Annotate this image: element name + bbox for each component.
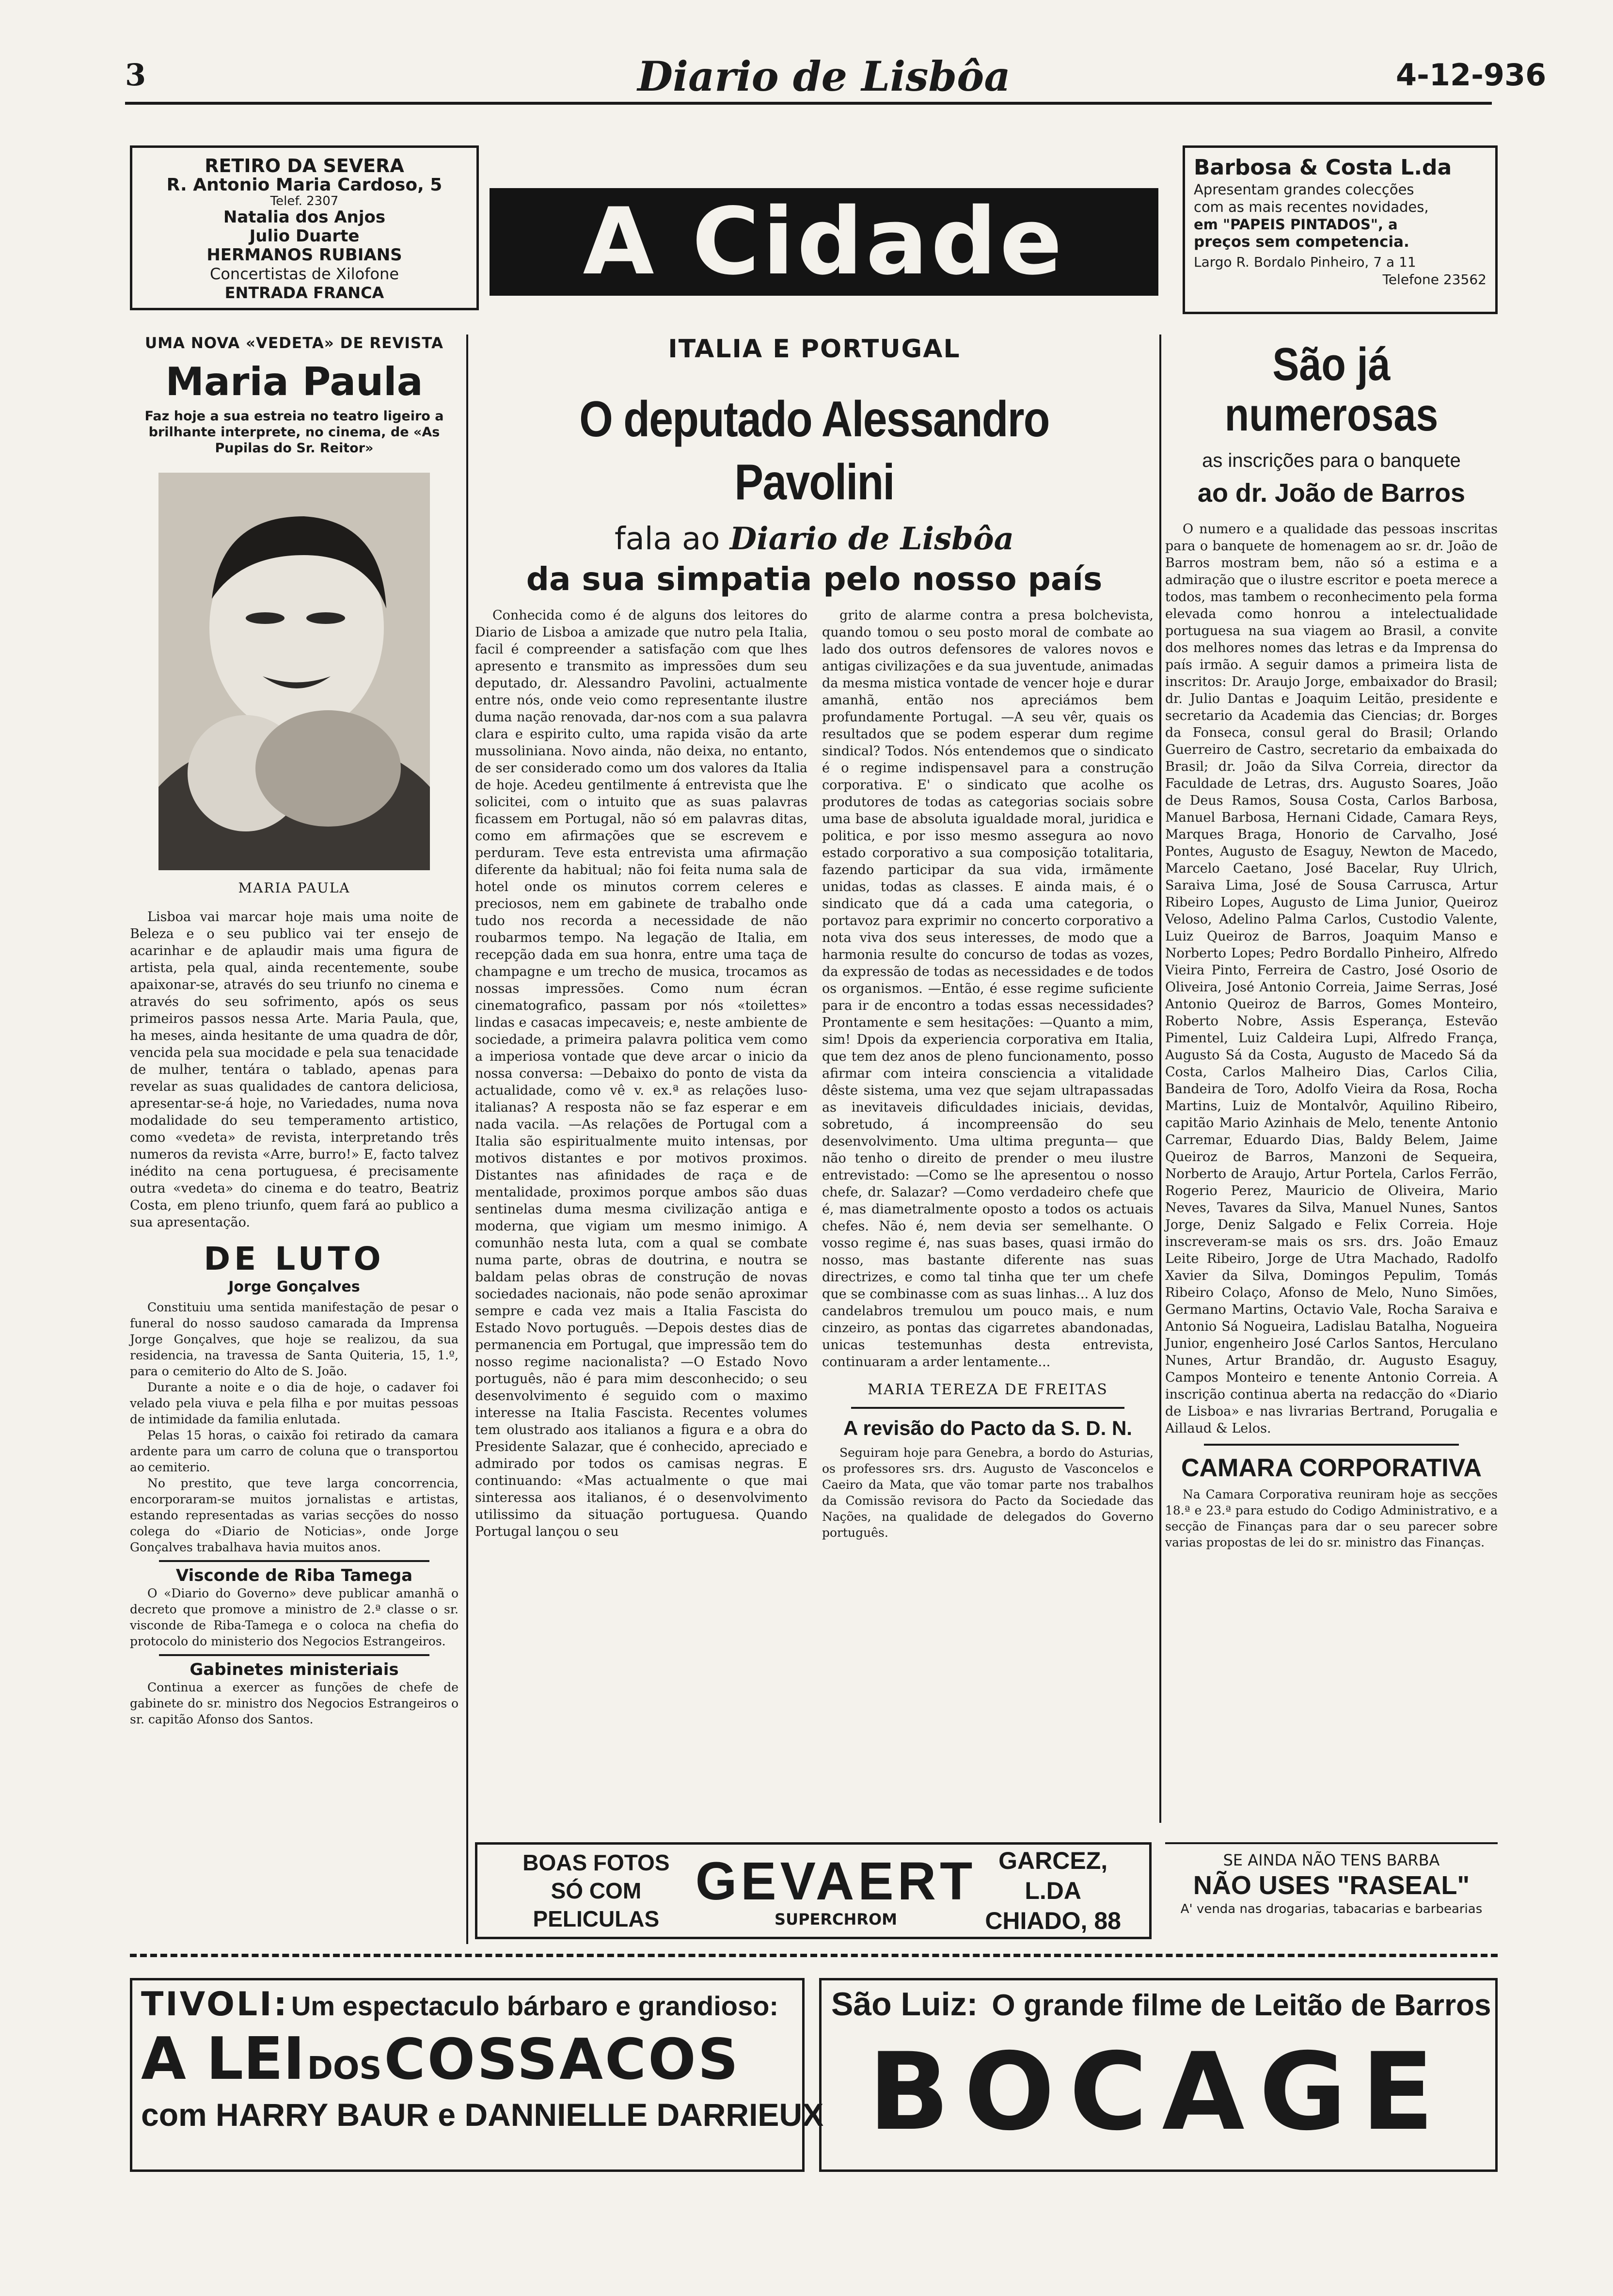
de-luto-p4: No prestito, que teve larga concorrencia, encorporaram-se muitos jornalistas e artistas, estando representadas as varias secções do nosso colega do «Diario de Noticias», onde Jorge Gonçalves trabalhava havia muitos anos. (130, 1476, 459, 1554)
ad-retiro-l7: Concertistas de Xilofone (209, 265, 399, 283)
ad-barbosa-l3: com as mais recentes novidades, (1194, 199, 1429, 215)
visconde-body: O «Diario do Governo» deve publicar amanhã o decreto que promove a ministro de 2.ª classe o sr. visconde de Riba-Tamega e o coloca na chefia do protocolo do ministerio dos Negocios Estrangeiros. (130, 1586, 459, 1648)
column-right (1165, 339, 1498, 1550)
de-luto-p1: Constituiu uma sentida manifestação de pesar o funeral do nosso saudoso camarada da Imprensa Jorge Gonçalves, que hoje se realizou, da sua residencia, na travessa de Santa Quiteria, 15, 1.º, para o cemiterio do Alto de S. João. (130, 1300, 459, 1378)
pavolini-body-columns (475, 607, 1154, 1541)
gabinetes-body: Continua a exercer as funções de chefe de gabinete do sr. ministro dos Negocios Estrangeiros o sr. capitão Afonso dos Santos. (130, 1680, 459, 1726)
ad-gevaert-center (696, 1853, 977, 1929)
barros-deck2: ao dr. João de Barros (1197, 478, 1466, 508)
ad-gevaert-brand: GEVAERT (695, 1851, 977, 1911)
ad-saoluiz-l2: BOCAGE (868, 2030, 1449, 2154)
portrait-illustration (158, 473, 430, 870)
ad-raseal-l3: A' venda nas drogarias, tabacarias e barbearias (1180, 1902, 1483, 1916)
ad-gevaert (475, 1842, 1152, 1939)
column-rule-2 (1159, 335, 1161, 1823)
ad-retiro-l8: ENTRADA FRANCA (224, 284, 384, 302)
ad-retiro-da-severa (130, 145, 479, 310)
ad-tivoli-line2 (141, 2026, 793, 2093)
ad-barbosa-costa (1183, 145, 1498, 314)
ad-tivoli-l2c: COSSACOS (384, 2027, 741, 2092)
pavolini-deck1-text: fala ao (614, 521, 720, 557)
pavolini-kicker: ITALIA E PORTUGAL (668, 335, 961, 364)
ad-barbosa-l7: Telefone 23562 (1382, 271, 1486, 287)
ad-retiro-l4: Natalia dos Anjos (223, 207, 386, 227)
ad-barbosa-l2: Apresentam grandes colecções (1194, 181, 1414, 198)
pavolini-deck1 (475, 520, 1154, 558)
ad-gevaert-right2: CHIADO, 88 (985, 1907, 1121, 1934)
ad-gevaert-right (976, 1846, 1130, 1936)
ad-tivoli-l2b: DOS (307, 2051, 382, 2087)
camara-title: CAMARA CORPORATIVA (1181, 1454, 1482, 1482)
ad-retiro-l2: R. Antonio Maria Cardoso, 5 (166, 175, 443, 195)
barros-deck: as inscrições para o banquete (1202, 450, 1461, 471)
ad-retiro-l5: Julio Duarte (249, 226, 360, 246)
column-rule-1 (466, 335, 468, 1944)
pavolini-deck2: da sua simpatia pelo nosso país (526, 560, 1103, 598)
visconde-title: Visconde de Riba Tamega (175, 1566, 413, 1585)
column-center (475, 335, 1154, 1541)
ad-tivoli-l3: com HARRY BAUR e DANNIELLE DARRIEUX (141, 2097, 824, 2133)
pavolini-headline: O deputado Alessandro Pavolini (579, 391, 1049, 510)
ad-barbosa-l5: preços sem competencia. (1194, 233, 1409, 251)
ad-retiro-l3: Telef. 2307 (270, 194, 339, 208)
maria-paula-caption: MARIA PAULA (238, 880, 350, 896)
divider-sdn (851, 1407, 1124, 1409)
page-number: 3 (125, 57, 146, 93)
maria-paula-headline: Maria Paula (165, 359, 423, 404)
column-left (130, 335, 459, 1727)
sdn-body: Seguiram hoje para Genebra, a bordo do Asturias, os professores srs. drs. Augusto de Vasconcelos e Caeiro da Mata, que vão tomar parte nos trabalhos da Comissão revisora do Pacto da Sociedade das Nações, na qualidade de delegados do Governo português. (822, 1446, 1154, 1540)
ad-saoluiz-line1 (831, 1985, 1491, 2023)
ad-tivoli-l1a: TIVOLI: (141, 1985, 289, 2024)
divider-camara (1204, 1444, 1459, 1446)
ad-barbosa-l6: Largo R. Bordalo Pinheiro, 7 a 11 (1194, 254, 1416, 270)
maria-paula-kicker: UMA NOVA «VEDETA» DE REVISTA (145, 335, 443, 352)
a-cidade-banner (490, 188, 1158, 296)
bottom-dashed-rule (130, 1954, 1498, 1957)
ad-sao-luiz (819, 1978, 1498, 2172)
ad-gevaert-left2: SÓ COM PELICULAS (533, 1878, 660, 1931)
maria-paula-photo (158, 473, 430, 870)
de-luto-subtitle: Jorge Gonçalves (228, 1278, 360, 1295)
a-cidade-title: A Cidade (583, 188, 1065, 295)
sdn-title: A revisão do Pacto da S. D. N. (843, 1417, 1132, 1439)
maria-paula-body: Lisboa vai marcar hoje mais uma noite de Beleza e o seu publico vai ter ensejo de acarinhar e de aplaudir mais uma figura de artista, pela qual, ainda recentemente, soube apaixonar-se, através do seu triunfo no cinema e através do seu sofrimento, após os seus primeiros passos nessa Arte. Maria Paula, que, ha meses, ainda hesitante de uma quadra de dôr, vencida pela sua mocidade e pela sua tenacidade de mulher, tentára o tablado, apenas para revelar as suas qualidades de cantora deliciosa, apresentar-se-á hoje, no Variedades, numa nova modalidade do seu temperamento artistico, como «vedeta» de revista, interpretando três numeros da revista «Arre, burro!» E, facto talvez inédito na cena portuguesa, é precisamente outra «vedeta» do cinema e do teatro, Beatriz Costa, em pleno triunfo, quem fará ao publico a sua apresentação. (130, 909, 459, 1230)
ad-saoluiz-l1b: O grande filme de Leitão de Barros (992, 1989, 1491, 2022)
ad-gevaert-right1: GARCEZ, L.DA (998, 1847, 1108, 1904)
divider-visconde (159, 1560, 429, 1562)
ad-gevaert-sub: SUPERCHROM (775, 1910, 897, 1929)
de-luto-p3: Pelas 15 horas, o caixão foi retirado da camara ardente para um carro de coluna que o transportou ao cemiterio. (130, 1428, 459, 1474)
ad-tivoli (130, 1978, 824, 2172)
pavolini-signature: MARIA TEREZA DE FREITAS (868, 1381, 1108, 1398)
ad-tivoli-line1 (141, 1985, 793, 2024)
ad-raseal-l2: NÃO USES "RASEAL" (1193, 1871, 1470, 1900)
pavolini-col-b-wrap (822, 607, 1154, 1541)
pavolini-deck1-brand: Diario de Lisbôa (729, 521, 1014, 557)
barros-body: O numero e a qualidade das pessoas inscritas para o banquete de homenagem ao sr. dr. João de Barros mostram bem, não só a estima e a admiração que o ilustre escritor e poeta merece a todos, mas tambem o reconhecimento pela forma elevada como honrou a intelectualidade portuguesa na sua viagem ao Brasil, a convite dos melhores nomes das letras e da Imprensa do país irmão. A seguir damos a primeira lista de inscritos: Dr. Araujo Jorge, embaixador do Brasil; dr. Julio Dantas e Joaquim Leitão, presidente e secretario da Academia das Ciencias; dr. Borges da Fonseca, consul geral do Brasil; Orlando Guerreiro de Castro, secretario da embaixada do Brasil; dr. João da Silva Correia, director da Faculdade de Letras, drs. Augusto Soares, João de Deus Ramos, Sousa Costa, Carlos Barbosa, Manuel Barbosa, Hernani Cidade, Camara Reys, Marques Braga, Honorio de Carvalho, José Pontes, Augusto de Esaguy, Newton de Macedo, Marcelo Caetano, José Bacelar, Ruy Ulrich, Saraiva Lima, José de Sousa Carrusca, Artur Ribeiro Lopes, Augusto de Lima Junior, Queiroz Veloso, Adelino Palma Carlos, Custodio Valente, Luiz Queiroz de Barros, Joaquim Manso e Norberto Lopes; Pedro Bordallo Pinheiro, Alfredo Vieira Pinto, Ferreira de Castro, José Osorio de Oliveira, José Antonio Correia, Jaime Serras, José Antonio Queiroz de Barros, Gomes Monteiro, Roberto Nobre, Assis Esperança, Estevão Pimentel, Luiz Caldeira Lupi, Alfredo França, Augusto Sá da Costa, Augusto de Macedo Sá da Costa, Carlos Malheiro Dias, Carlos Cilia, Bandeira de Toro, Adolfo Vieira da Rosa, Rocha Martins, Luiz de Montalvôr, Aquilino Ribeiro, capitão Mario Azinhais de Melo, tenente Antonio Carremar, Eduardo Dias, Baldy Belem, Jaime Queiroz de Barros, Manzoni de Sequeira, Norberto de Araujo, Artur Portela, Carlos Ferrão, Rogerio Perez, Mauricio de Oliveira, Mario Neves, Tavares da Silva, Manuel Nunes, Santos Jorge, Deniz Salgado e Felix Correia. Hoje inscreveram-se mais os srs. drs. João Emauz Leite Ribeiro, Jorge de Utra Machado, Radolfo Xavier da Silva, Domingos Pepulim, Tomás Ribeiro Colaço, Afonso de Melo, Nuno Simões, Germano Martins, Octavio Vale, Rocha Saraiva e Antonio Sá Nogueira, Ladislau Batalha, Nogueira Junior, engenheiro José Carlos Santos, Herculano Nunes, Artur Brandão, dr. Augusto Esaguy, Campos Monteiro e tenente Antonio Correia. A inscrição continua aberta na redacção do «Diario de Lisboa» e nas livrarias Bertrand, Porugalia e Aillaud & Lelos. (1165, 522, 1498, 1436)
ad-saoluiz-l1a: São Luiz: (831, 1986, 978, 2023)
masthead-date: 4-12-936 (1396, 57, 1547, 93)
maria-paula-deck: Faz hoje a sua estreia no teatro ligeiro a brilhante interprete, no cinema, de «As Pupilas do Sr. Reitor» (144, 409, 444, 456)
camara-body: Na Camara Corporativa reuniram hoje as secções 18.ª e 23.ª para estudo do Codigo Administrativo, e a secção de Finanças para dar o seu parecer sobre varias propostas de lei do sr. ministro das Finanças. (1165, 1487, 1498, 1549)
barros-headline: São já numerosas (1224, 338, 1439, 441)
masthead-rule (125, 102, 1492, 105)
divider-gabinetes (159, 1654, 429, 1656)
ad-raseal-l1: SE AINDA NÃO TENS BARBA (1223, 1851, 1440, 1869)
masthead-title: Diario de Lisbôa (637, 52, 1011, 100)
ad-barbosa-l1: Barbosa & Costa L.da (1194, 155, 1452, 180)
ad-raseal (1165, 1842, 1498, 1939)
ad-gevaert-left1: BOAS FOTOS (522, 1850, 670, 1875)
de-luto-title: DE LUTO (204, 1240, 385, 1277)
pavolini-col-b: grito de alarme contra a presa bolchevista, quando tomou o seu posto moral de combate ao lado dos outros defensores de valores novos e antigas civilizações e da sua juventude, animadas da mesma mistica vontade de vencer hoje e durar amanhã, então nos apreciámos bem profundamente Portugal. —A seu vêr, quais os resultados que se podem esperar dum regime sindical? Todos. Nós entendemos que o sindicato é o regime indispensavel para a construção corporativa. E' o sindicato que acolhe os produtores de todas as categorias sociais sobre uma base de absoluta igualdade moral, juridica e politica, e por isso mesmo assegura ao novo estado corporativo a sua composição totalitaria, fazendo participar da sua vida, irmãmente unidas, todas as classes. E ainda mais, é o sindicato que dá a cada uma categoria, o portavoz para exprimir no concerto corporativo a nota viva dos seus interesses, de modo que a harmonia resulte do concurso de todas as vozes, da expressão de todas as necessidades e de todos os organismos. —Então, é esse regime suficiente para ir de encontro a todas essas necessidades? Prontamente e sem hesitações: —Quanto a mim, sim! Dpois da experiencia corporativa em Italia, que tem dez anos de pleno funcionamento, posso afirmar com inteira consciencia a vitalidade dêste sistema, uma vez que sejam ultrapassadas as inevitaveis dificuldades iniciais, devidas, sobretudo, á incompreensão do seu desenvolvimento. Uma ultima pregunta— que não tenho o direito de prender o meu ilustre entrevistado: —Como se lhe apresentou o nosso chefe, dr. Salazar? —Como verdadeiro chefe que é, mas diametralmente oposto a todos os actuais chefes. Não é, nem devia ser semelhante. O vosso regime é, nas suas bases, quasi irmão do nosso, mas bastante diferente nas suas directrizes, e como tal tinha que ter um chefe que se combinasse com as suas linhas... A luz dos candelabros tremulou um pouco mais, e num cinzeiro, as pontas das cigarretes abandonadas, unicas testemunhas desta entrevista, continuaram a arder lentamente... (822, 608, 1154, 1370)
ad-tivoli-l1b: Um espectaculo bárbaro e grandioso: (291, 1991, 778, 2021)
ad-tivoli-l2a: A LEI (141, 2025, 305, 2093)
ad-retiro-l6: HERMANOS RUBIANS (206, 245, 402, 265)
ad-retiro-l1: RETIRO DA SEVERA (205, 155, 404, 176)
pavolini-col-a: Conhecida como é de alguns dos leitores do Diario de Lisboa a amizade que nutro pela Italia, facil é compreender a satisfação com que lhes apresento e transmito as impressões dum seu deputado, dr. Alessandro Pavolini, actualmente entre nós, onde veio como representante ilustre duma nação renovada, dar-nos com a sua palavra clara e espirito culto, uma rapida visão da arte mussoliniana. Novo ainda, não deixa, no entanto, de ser considerado como um dos valores da Italia de hoje. Acedeu gentilmente á entrevista que lhe solicitei, com o intuito que as suas palavras ficassem em Portugal, não só em palavras ditas, como em afirmações que se escrevem e perduram. Teve esta entrevista uma afirmação diferente da habitual; não foi feita numa sala de hotel onde os minutos correm celeres e preciosos, nem em gabinete de trabalho onde tudo nos recorda a necessidade de não roubarmos tempo. Na legação de Italia, em recepção dada em sua honra, entre uma taça de champagne e um trecho de musica, trocamos as nossas impressões. Como num écran cinematografico, passam por nós «toilettes» lindas e casacas impecaveis; e, neste ambiente de sociedade, a primeira palavra politica vem como a imperiosa vontade que deve arcar o inicio da nossa conversa: —Debaixo do ponto de vista da actualidade, como vê v. ex.ª as relações luso-italianas? A resposta não se faz esperar e em nada vacila. —As relações de Portugal com a Italia são espiritualmente muito intensas, por motivos distantes e por motivos proximos. Distantes nas afinidades de raça e de mentalidade, proximos porque ambos são duas sentinelas duma mesma civilização antiga e moderna, que vigiam um mesmo inimigo. A comunhão nesta luta, com a qual se combate numa parte, obras de doutrina, e noutra se baldam pelas obras de construção de novas sociedades nacionais, não pode senão aproximar sempre e cada vez mais a Italia Fascista do Estado Novo português. —Depois destes dias de permanencia em Portugal, que impressão tem do nosso regime nacionalista? —O Estado Novo português, não é para mim desconhecido; o seu desenvolvimento é seguido com o maximo interesse na Italia Fascista. Recentes volumes tem olustrado aos italianos a figura e a obra do Presidente Salazar, que é conhecido, apreciado e admirado por todos os camisas negras. E continuando: «Mas actualmente o que mai sinteressa aos italianos, é o desenvolvimento utilissimo da situação portuguesa. Quando Portugal lançou o seu (475, 608, 807, 1539)
de-luto-p2: Durante a noite e o dia de hoje, o cadaver foi velado pela viuva e pela filha e por muitas pessoas de intimidade da familia enlutada. (130, 1380, 459, 1426)
ad-barbosa-l4: em "PAPEIS PINTADOS", a (1194, 216, 1398, 233)
gabinetes-title: Gabinetes ministeriais (190, 1660, 399, 1679)
ad-gevaert-left (497, 1849, 696, 1933)
